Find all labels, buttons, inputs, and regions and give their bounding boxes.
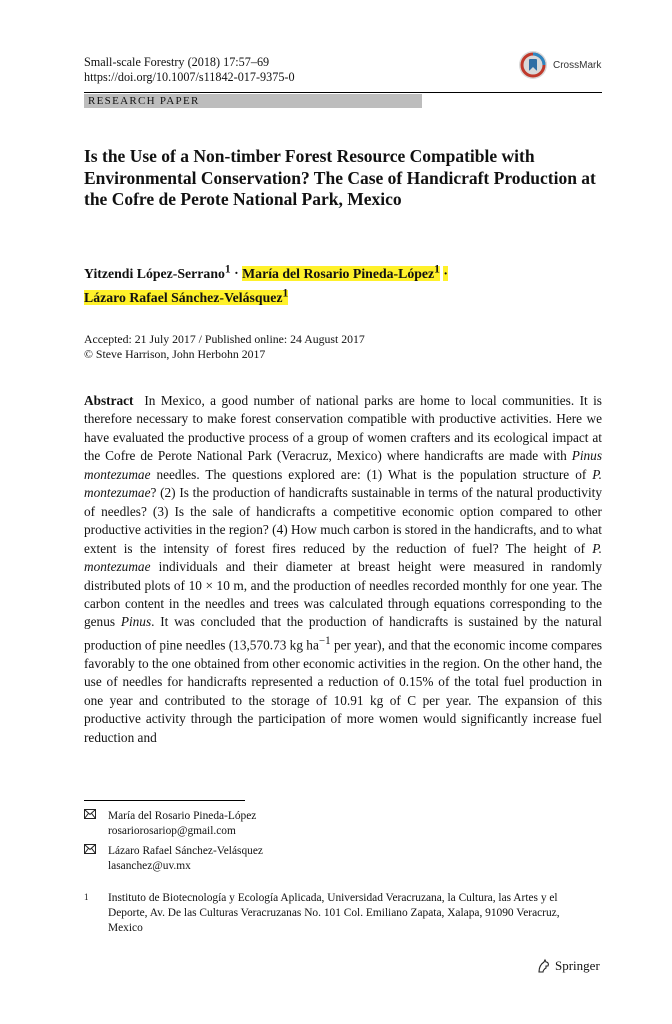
author-name[interactable]: Lázaro Rafael Sánchez-Velásquez$^1$ — [84, 287, 289, 306]
publisher-name: Springer — [555, 958, 600, 973]
journal-citation: Small-scale Forestry (2018) 17:57–69 — [84, 55, 270, 69]
author-name[interactable]: Yitzendi López-Serrano$^1$ — [84, 263, 231, 281]
footnote-rule — [84, 800, 245, 801]
affiliation-text: Instituto de Biotecnología y Ecología Aplicada, Universidad Veracruzana, la Cultura, las Artes y el Deporte, Av. De las Culturas Veracruzanas No. 101 Col. Emiliano Zapata, Xalapa, 91090 Veracruz, Mexico — [108, 892, 560, 934]
header-rule — [84, 92, 602, 93]
copyright-line: © Steve Harrison, John Herbohn 2017 — [84, 347, 266, 361]
section-label-bar — [84, 94, 422, 108]
abstract: Abstract In Mexico, a good number of national parks are home to local communities. It is therefore necessary to make forest conservation compatible with productive activities. Here we have evaluated the productive process of a group of women crafters and its ecological impact at the Cofre de Perote National Park (Veracruz, Mexico) where handicrafts are made with Pinus montezumae needles. The questions explored are: (1) What is the population structure of P. montezumae? (2) Is the production of handicrafts sustainable in terms of the natural productivity of needles? (3) Is the sale of handicrafts a competitive economic option compared to other productive activities in the region? (4) How much carbon is stored in the handicrafts, and to what extent is the intensity of forest fires reduced by the reduction of fuel? The height of P. montezumae individuals and their diameter at breast height were measured in randomly distributed plots of 10 × 10 m, and the production of needles recorded monthly for one year. The carbon content in the needles and trees was calculated through equations corresponding to the genus Pinus. It was concluded that the production of handicrafts is sustained by the natural production of pine needles (13,570.73 kg $ha^{-1}$ per year), and that the economic income compares favorably to the one obtained from other economic activities in the region. On the other hand, the use of needles for handicrafts represented a reduction of 0.15% of the total fuel production in one year and contributed to the storage of 10.91 kg of C per year. The expansion of this productive activity through the participation of more women would significantly increase fuel reduction and — [84, 393, 603, 745]
crossmark-badge[interactable] — [518, 48, 618, 82]
contact-email[interactable]: rosariorosariop@gmail.com — [108, 825, 236, 837]
contact-entry — [84, 809, 256, 839]
envelope-icon — [84, 844, 108, 874]
publication-history — [84, 332, 365, 362]
author-name[interactable]: María del Rosario Pineda-López$^1$ — [242, 263, 440, 281]
journal-info — [84, 55, 295, 84]
springer-horse-icon — [536, 958, 552, 974]
article-title: Is the Use of a Non-timber Forest Resource Compatible with Environmental Conservation? The Case of Handicraft Production at the Cofre de Perote National Park, Mexico — [84, 146, 596, 209]
publisher-logo — [536, 958, 600, 974]
abstract-heading: Abstract — [84, 393, 134, 408]
contact-name: María del Rosario Pineda-López — [108, 810, 257, 822]
doi-link[interactable]: https://doi.org/10.1007/s11842-017-9375-0 — [84, 69, 295, 84]
author-separator: · — [234, 265, 239, 281]
contact-entry — [84, 844, 263, 874]
dates-line: Accepted: 21 July 2017 / Published online: 24 August 2017 — [84, 332, 365, 346]
crossmark-icon — [518, 50, 548, 80]
contact-email[interactable]: lasanchez@uv.mx — [108, 860, 191, 872]
affiliation — [84, 891, 602, 936]
author-list — [84, 259, 604, 308]
section-label: RESEARCH PAPER — [88, 95, 200, 107]
affiliation-number: 1 — [84, 892, 89, 902]
author-separator: · — [443, 265, 448, 281]
contact-name: Lázaro Rafael Sánchez-Velásquez — [108, 845, 263, 857]
crossmark-label: CrossMark — [553, 59, 602, 71]
envelope-icon — [84, 809, 108, 839]
